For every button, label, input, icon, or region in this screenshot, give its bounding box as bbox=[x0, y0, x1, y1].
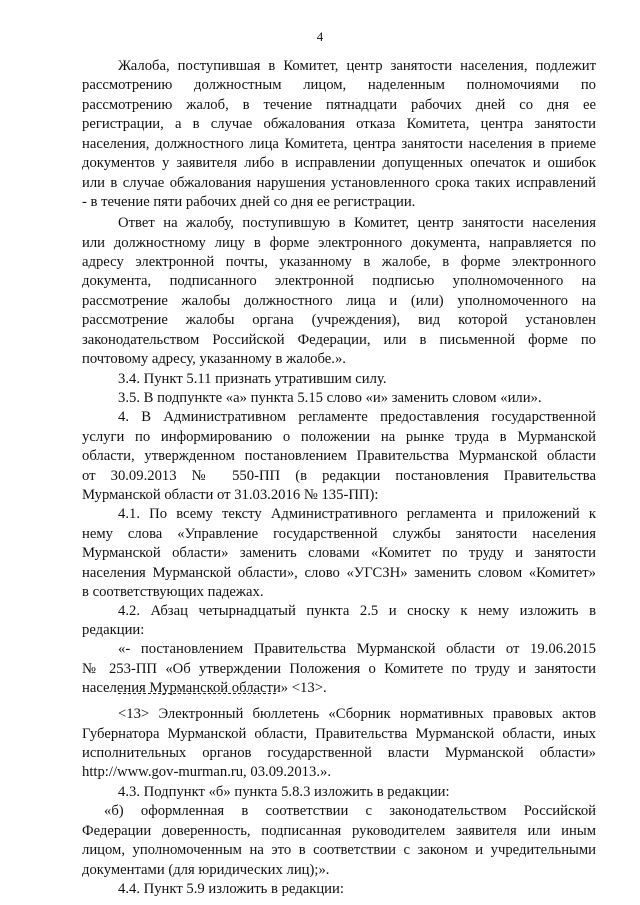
text-line: «б) оформленная в соответствии с законодательством Российской bbox=[104, 803, 596, 819]
text-line: лицом, уполномоченным на это в соответствии с законом и учредительными bbox=[82, 842, 596, 858]
text-line: № 253-ПП «Об утверждении Положения о Комитете по труду и занятости bbox=[82, 661, 596, 677]
text-line: населения, должностного лица Комитета, центра занятости населения в приеме bbox=[82, 136, 596, 152]
text-line: или должностному лицу в форме электронного документа, направляется по bbox=[82, 235, 596, 251]
text-line: http://www.gov-murman.ru, 03.09.2013.». bbox=[82, 764, 331, 780]
text-line: рассмотрение жалобы должностного лица и (или) уполномоченного на bbox=[82, 293, 596, 309]
text-line: «- постановлением Правительства Мурманской области от 19.06.2015 bbox=[118, 641, 596, 657]
text-line: рассмотрению жалоб, в течение пятнадцати рабочих дней со дня ее bbox=[82, 97, 596, 113]
text-line: 4.2. Абзац четырнадцатый пункта 2.5 и сноску к нему изложить в bbox=[118, 603, 596, 619]
text-line: документами (для юридических лиц);». bbox=[82, 862, 330, 878]
text-line: законодательством Российской Федерации, или в письменной форме по bbox=[82, 332, 596, 348]
text-line: 3.4. Пункт 5.11 признать утратившим силу. bbox=[118, 371, 387, 387]
text-line: Губернатора Мурманской области, Правительства Мурманской области, иных bbox=[82, 726, 596, 742]
text-line: Ответ на жалобу, поступившую в Комитет, центр занятости населения bbox=[118, 215, 596, 231]
footnote-separator bbox=[118, 693, 276, 694]
text-line: населения Мурманской области» <13>. bbox=[82, 680, 327, 696]
text-line: 4.1. По всему тексту Административного регламента и приложений к bbox=[118, 506, 596, 522]
text-line: от 30.09.2013 № 550-ПП (в редакции постановления Правительства bbox=[82, 468, 596, 484]
text-line: документа, подписанного электронной подписью уполномоченного на bbox=[82, 273, 596, 289]
text-line: исполнительных органов государственной власти Мурманской области» bbox=[82, 745, 596, 761]
text-line: адресу электронной почты, указанному в жалобе, в форме электронного bbox=[82, 254, 596, 270]
text-line: Федерации доверенность, подписанная руководителем заявителя или иным bbox=[82, 823, 596, 839]
text-line: 4.4. Пункт 5.9 изложить в редакции: bbox=[118, 881, 344, 897]
text-line: Жалоба, поступившая в Комитет, центр занятости населения, подлежит bbox=[118, 58, 596, 74]
text-line: регистрации, а в случае обжалования отказа Комитета, центра занятости bbox=[82, 116, 596, 132]
text-line: области, утвержденном постановлением Правительства Мурманской области bbox=[82, 448, 596, 464]
text-line: <13> Электронный бюллетень «Сборник нормативных правовых актов bbox=[118, 706, 596, 722]
text-line: почтовому адресу, указанному в жалобе.». bbox=[82, 351, 346, 367]
text-line: 3.5. В подпункте «а» пункта 5.15 слово «и» заменить словом «или». bbox=[118, 390, 542, 406]
text-line: - в течение пяти рабочих дней со дня ее регистрации. bbox=[82, 194, 416, 210]
text-line: в соответствующих падежах. bbox=[82, 584, 264, 600]
text-line: Мурманской области от 31.03.2016 № 135-ПП): bbox=[82, 487, 379, 503]
text-line: Мурманской области» заменить словами «Комитет по труду и занятости bbox=[82, 545, 596, 561]
text-line: услуги по информированию о положении на рынке труда в Мурманской bbox=[82, 429, 596, 445]
text-line: 4.3. Подпункт «б» пункта 5.8.3 изложить в редакции: bbox=[118, 784, 450, 800]
text-line: или в случае обжалования нарушения установленного срока таких исправлений bbox=[82, 175, 596, 191]
text-line: документов у заявителя либо в исправлении допущенных опечаток и ошибок bbox=[82, 155, 596, 171]
text-line: 4. В Административном регламенте предоставления государственной bbox=[118, 409, 596, 425]
text-line: рассмотрение жалобы органа (учреждения), вид которой установлен bbox=[82, 312, 596, 328]
page-number: 4 bbox=[316, 29, 324, 44]
text-line: населения Мурманской области», слово «УГСЗН» заменить словом «Комитет» bbox=[82, 565, 596, 581]
text-line: нему слова «Управление государственной службы занятости населения bbox=[82, 526, 596, 542]
text-line: редакции: bbox=[82, 622, 145, 638]
text-line: рассмотрению должностным лицом, наделенным полномочиями по bbox=[82, 77, 596, 93]
